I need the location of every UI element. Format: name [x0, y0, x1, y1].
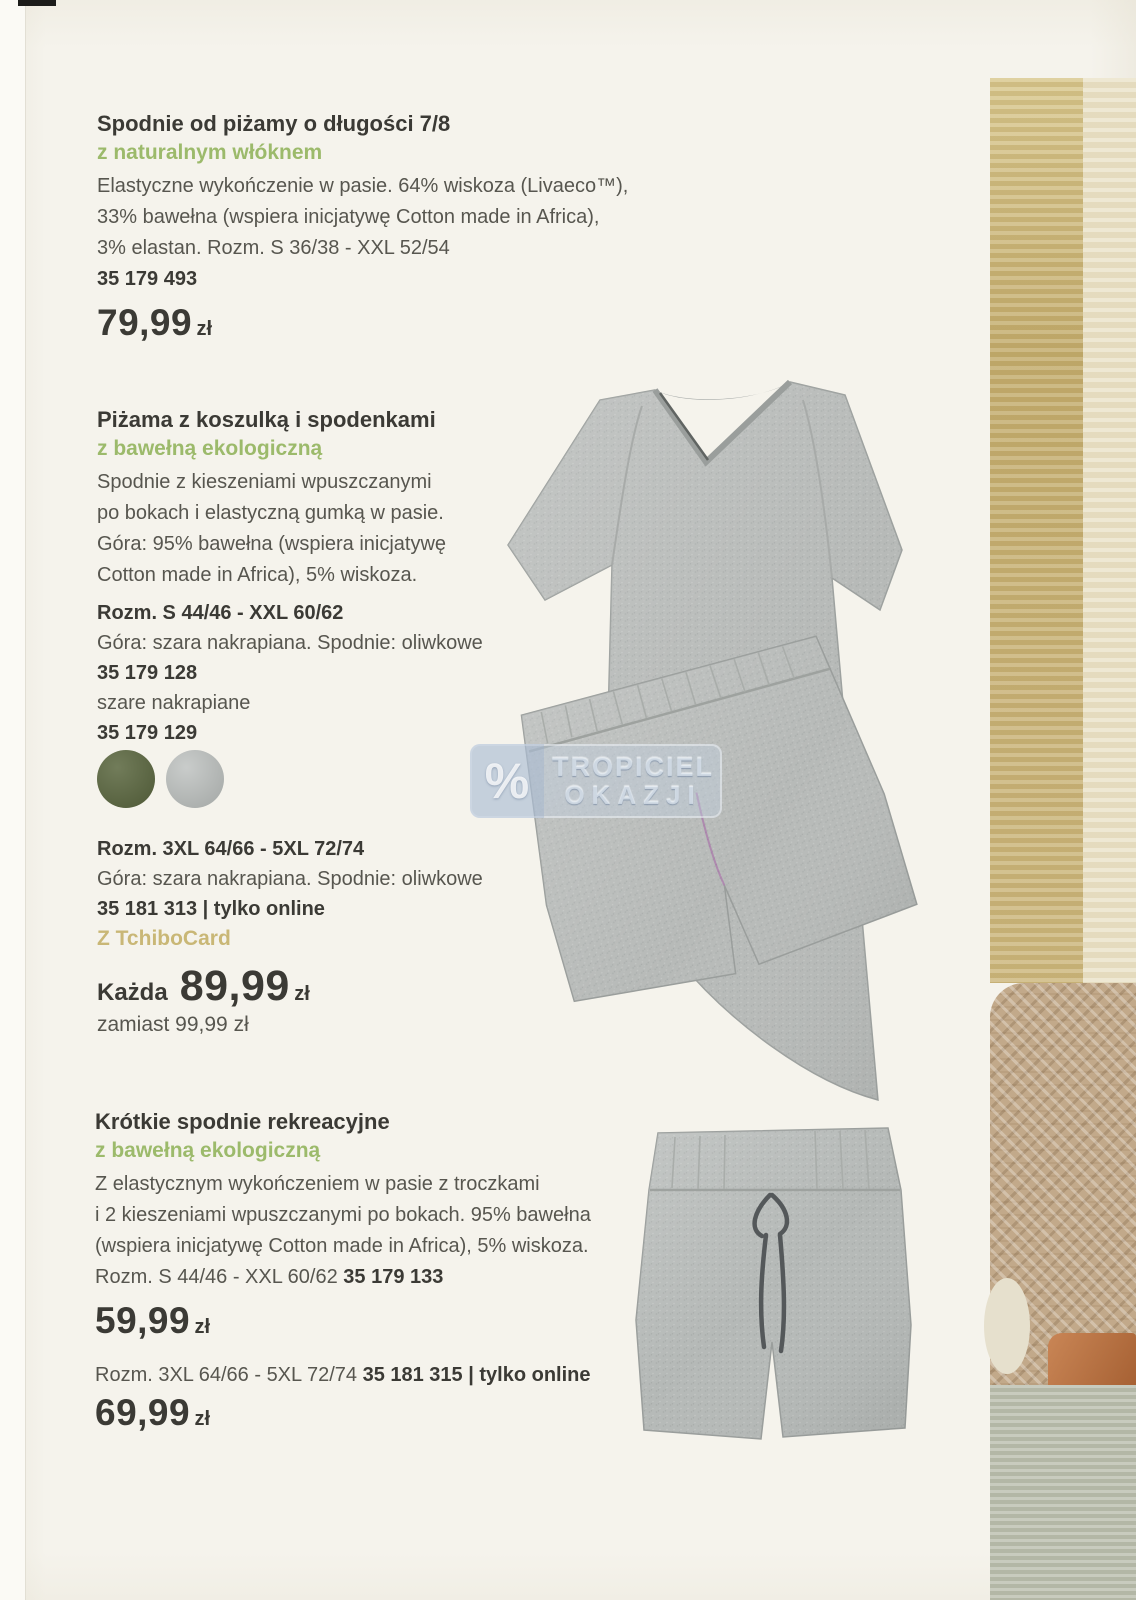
price-currency: zł	[294, 983, 310, 1005]
color-swatches	[97, 750, 224, 808]
product-description-line: 33% bawełna (wspiera inicjatywę Cotton made in Africa),	[97, 206, 600, 228]
percent-icon: %	[470, 744, 544, 818]
pajama-set-image	[470, 360, 920, 1120]
price	[97, 962, 483, 1011]
product-description-line: i 2 kieszeniami wpuszczanymi po bokach. 95% bawełna	[95, 1204, 591, 1226]
curtain-sheer	[1083, 78, 1136, 983]
old-price: zamiast 99,99 zł	[97, 1013, 249, 1036]
color-note: Góra: szara nakrapiana. Spodnie: oliwkowe	[97, 868, 483, 890]
watermark-line1: TROPICIEL	[551, 752, 714, 783]
price-currency: zł	[194, 1408, 211, 1430]
product-subtitle: z bawełną ekologiczną	[95, 1139, 321, 1162]
size-range: Rozm. 3XL 64/66 - 5XL 72/74	[97, 838, 365, 860]
product-subtitle: z naturalnym włóknem	[97, 141, 323, 164]
cushion-edge	[984, 1278, 1030, 1374]
product-2-variant-a	[97, 598, 483, 748]
product-title: Krótkie spodnie rekreacyjne	[95, 1109, 390, 1134]
swatch-grey	[166, 750, 224, 808]
curtain-photo	[990, 78, 1136, 983]
price-amount: 79,99	[97, 302, 193, 343]
color-note: Góra: szara nakrapiana. Spodnie: oliwkowe	[97, 632, 483, 654]
product-description-line: Góra: 95% bawełna (wspiera inicjatywę	[97, 533, 447, 555]
size-sku-line	[95, 1360, 591, 1390]
price-amount: 89,99	[179, 962, 290, 1010]
product-description-line: Spodnie z kieszeniami wpuszczanymi	[97, 471, 432, 493]
casual-shorts-image	[620, 1095, 920, 1465]
size-range: Rozm. S 44/46 - XXL 60/62	[97, 602, 344, 624]
color-note: szare nakrapiane	[97, 692, 251, 714]
product-1-block	[97, 110, 628, 344]
size-range: Rozm. S 44/46 - XXL 60/62	[95, 1266, 344, 1288]
product-sku: 35 179 493	[97, 268, 198, 290]
price-amount: 59,99	[95, 1300, 191, 1341]
price-amount: 69,99	[95, 1392, 191, 1433]
watermark-badge	[470, 744, 722, 818]
product-description-line: Elastyczne wykończenie w pasie. 64% wiskoza (Livaeco™),	[97, 175, 629, 197]
product-sku: 35 179 129	[97, 722, 198, 744]
swatch-olive	[97, 750, 155, 808]
ambient-photo-strip	[990, 78, 1136, 1600]
price-currency: zł	[196, 318, 213, 340]
tchibocard-note: Z TchiboCard	[97, 927, 231, 950]
price	[97, 302, 628, 344]
scan-smudge	[18, 0, 56, 6]
product-title: Spodnie od piżamy o długości 7/8	[97, 111, 451, 136]
product-title: Piżama z koszulką i spodenkami	[97, 407, 436, 432]
product-description-line: (wspiera inicjatywę Cotton made in Africa), 5% wiskoza.	[95, 1235, 589, 1257]
price-currency: zł	[194, 1316, 211, 1338]
product-sku: 35 179 133	[343, 1266, 444, 1288]
product-sku: 35 181 315 | tylko online	[362, 1364, 591, 1386]
product-description-line: Z elastycznym wykończeniem w pasie z troczkami	[95, 1173, 540, 1195]
scan-edge	[0, 0, 26, 1600]
product-description-line: po bokach i elastyczną gumką w pasie.	[97, 502, 444, 524]
product-2-variant-b	[97, 834, 483, 1037]
price-prefix: Każda	[97, 979, 168, 1006]
product-description-line: Cotton made in Africa), 5% wiskoza.	[97, 564, 418, 586]
price	[95, 1300, 591, 1342]
sofa-surface	[990, 1385, 1136, 1600]
product-sku: 35 181 313 | tylko online	[97, 898, 325, 920]
price	[95, 1392, 591, 1434]
product-description-line: 3% elastan. Rozm. S 36/38 - XXL 52/54	[97, 237, 450, 259]
size-sku-line	[95, 1262, 591, 1292]
product-3-block	[95, 1108, 591, 1434]
curtain-fabric	[990, 78, 1083, 983]
size-range: Rozm. 3XL 64/66 - 5XL 72/74	[95, 1364, 363, 1386]
product-sku: 35 179 128	[97, 662, 198, 684]
watermark-line2: OKAZJI	[564, 779, 702, 810]
product-2-block	[97, 406, 446, 591]
product-subtitle: z bawełną ekologiczną	[97, 437, 323, 460]
